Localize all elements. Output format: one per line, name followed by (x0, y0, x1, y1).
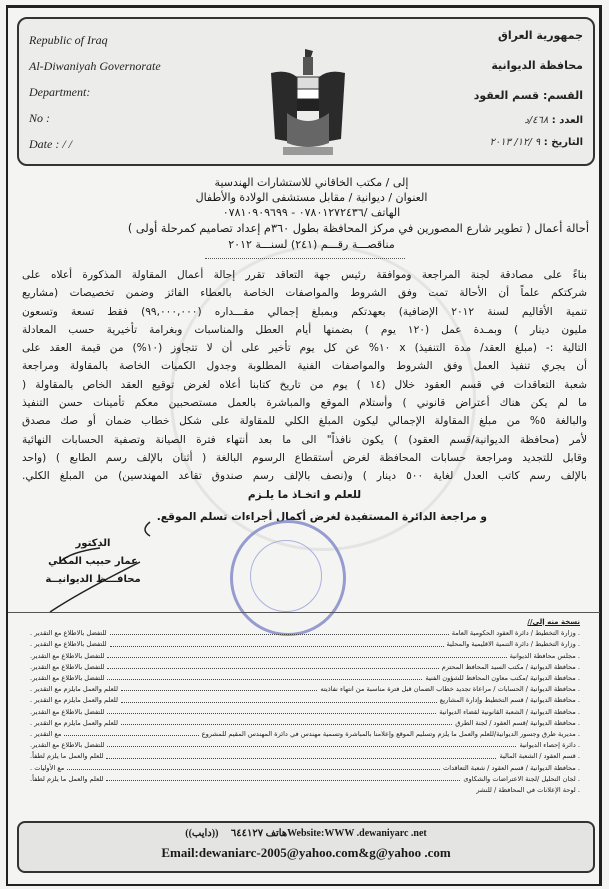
ar-department: القسم: قسم العقود (473, 89, 583, 102)
tender-number: مناقصـــة رقـــم (٢٤١) لسنـــة ٢٠١٢ (228, 238, 395, 251)
distribution-action: للتفضل بالاطلاع مع التقدير . (30, 629, 107, 638)
distribution-recipient: . لوحة الإعلانات في المحافظة / للنشر (476, 786, 580, 795)
distribution-action: للعلم والعمل مايلزم مع التقدير . (30, 696, 118, 705)
dotted-leader (67, 763, 440, 770)
distribution-list (30, 617, 580, 796)
body-line: بناءً على مصادقة لجنة المراجعة وموافقة رئيس جهة التعاقد تقرر إحالة أعمال المقاولة المذكورة أعلاه على (22, 269, 587, 281)
dotted-leader (106, 751, 496, 758)
ar-number (524, 115, 583, 126)
distribution-action: مع التقدير . (30, 730, 62, 739)
distribution-action: للتفضل بالاطلاع مع التقدير. (30, 651, 105, 660)
distribution-recipient: . محافظة الديوانية / قسم العقود / شعبة التعاقدات (443, 763, 580, 772)
site-note: و مراجعة الدائرة المستفيدة لغرض أكمال أجراءات تسلم الموقع. (156, 510, 487, 523)
body-line: شعبة التعاقدات في قسم العقود خلال (١٤ ) يوم من تاريخ كتابنا أعلاه لغرض توقيع العقد الخاص بالمقاولة ( (22, 378, 587, 391)
body-line: مليون دينار ) وبمـدة عمل (١٢٠ يوم ) بضمنها أيام العطل والمناسبات وبغرامة تأخيرية حسب المعادلة (22, 323, 587, 336)
distribution-recipient: . مديرية طرق وجسور الديوانية/للعلم والعمل ما يلزم وتسليم الموقع وإعلامنا بالمباشرة وتسمية مهندس في دائرة المهندس المقيم للمشروع (201, 730, 580, 739)
footer-phone: هاتف ٦٤٤١٢٧ (230, 828, 288, 839)
distribution-action: مع الأوليات . (30, 763, 65, 772)
distribution-item (30, 662, 580, 673)
section-divider (8, 612, 600, 613)
en-number: No : (29, 111, 50, 125)
distribution-recipient: . مجلس محافظة الديوانية (509, 651, 580, 660)
distribution-item (30, 673, 580, 684)
body-line: والبالغة ٥% من مبلغ المقاولة الإجمالي ليكون المبلغ الكلي للمقاولة على شكل خطاب ضمان أو صك مصدق (22, 415, 587, 428)
distribution-item (30, 718, 580, 729)
ar-governorate: محافظة الديوانية (491, 59, 583, 72)
distribution-item (30, 785, 580, 796)
date-value: ٩ /١٢/ ٢٠١٣ (489, 137, 541, 148)
body-line: تنمية الأقاليم لسنة ٢٠١٢ الإضافية) بعهدتكم وبمبلغ إجمالي مقـــداره (٩٩,٠٠٠,٠٠٠) فقط تسعة وتسعون (22, 305, 587, 318)
subject-underline (205, 258, 405, 259)
body-line: بالإلف رسم كاتب العدل لغاية ٥٠٠ دينار ) و(نصف بالإلف رسم صندوق تقاعد المهندسين) من المبلغ الكلي. (22, 470, 587, 483)
dotted-leader (107, 740, 516, 747)
subject-line: أحالة أعمال ( تطوير شارع المصورين في مركز المحافظة بطول ٣٦٠م إعداد تصاميم كمرحلة أولى ) (127, 222, 589, 235)
signatory-position: محافـــظ الديوانيــة (45, 574, 141, 585)
distribution-item (30, 729, 580, 740)
dotted-leader (107, 707, 436, 714)
body-line: شركتكم علماً أن الأحالة تمت وفق الشروط والمواصفات الخاصة بالعطاء الفائز وضمن تخصيصات (مشاريع (22, 287, 587, 300)
letterhead-footer (17, 821, 595, 873)
distribution-action: للعلم والعمل ما يلزم لطفاً. (30, 752, 104, 761)
dotted-leader (121, 718, 452, 725)
letterhead (17, 17, 595, 166)
signatory-name: عمار حبيب المكلي (48, 556, 138, 567)
body-line: وقابل للتجديد ومراجعة حسابات المحافظة لغرض أستقطاع الرسوم البالغة ( أثنان بالإلف رسم الطابع ) (واحد (22, 451, 587, 464)
distribution-recipient: . وزارة التخطيط / دائرة التنمية الاقليمية والمحلية (446, 640, 580, 649)
distribution-item (30, 628, 580, 639)
distribution-action: للعلم والعمل ما يلزم لطفاً. (30, 774, 104, 783)
en-department: Department: (29, 85, 91, 99)
distribution-item (30, 763, 580, 774)
recipient-phone: الهاتف /٠٧٨٠١٢٧٢٤٣٦ - ٠٧٨١٠٩٠٩٦٩٩ (222, 206, 401, 219)
letter-body (22, 266, 587, 526)
iraq-eagle-emblem-icon (267, 43, 349, 161)
signature-block (28, 535, 158, 589)
number-value: ٤٦٨/د (524, 115, 549, 126)
distribution-recipient: . محافظة الديوانية / مكتب السيد المحافظ المحترم (441, 662, 580, 671)
distribution-recipient: . لجان التحليل /لجنة الاعتراضات والشكاوى (463, 774, 580, 783)
dotted-leader (121, 695, 437, 702)
en-date: Date : / / (29, 137, 72, 151)
distribution-item (30, 707, 580, 718)
distribution-action: للتفضل بالاطلاع مع التقدير. (30, 674, 105, 683)
distribution-action: للعلم والعمل مايلزم مع التقدير . (30, 685, 118, 694)
distribution-item (30, 651, 580, 662)
body-line: التالية :- (مبلغ العقد/ مدة التنفيذ) x ١٠% عن كل يوم تأخير على أن لا تتجاوز (١٠%) من قيمة العقد على (22, 342, 587, 355)
distribution-action: للتفضل بالاطلاع مع التقدير. (30, 662, 105, 671)
closing-line: للعلم و اتخـاذ ما يلـزم (247, 488, 362, 501)
dotted-leader (106, 774, 460, 781)
distribution-recipient: . محافظة الديوانية / الحسابات / مراعاة تجديد خطاب الضمان قبل فترة مناسبة من انتهاء نفاذيته (320, 685, 580, 694)
distribution-recipient: . قسم العقود / الشعبة المالية (499, 752, 580, 761)
footer-website: ((دايب))Website:WWW .dewaniyarc .net (185, 828, 427, 839)
dotted-leader (107, 662, 438, 669)
distribution-recipient: . وزارة التخطيط / دائرة العقود الحكومية العامة (451, 629, 580, 638)
ar-date (490, 137, 583, 148)
recipient-name: إلى / مكتب الخاقاني للاستشارات الهندسية (214, 176, 409, 189)
distribution-action: للعلم والعمل مايلزم مع التقدير . (30, 718, 118, 727)
distribution-recipient: . محافظة الديوانية /قسم العقود / لجنة الطرق (455, 718, 580, 727)
dotted-leader (107, 673, 422, 680)
footer-email: Email:dewaniarc-2005@yahoo.com&g@yahoo .com (161, 845, 451, 860)
distribution-item (30, 695, 580, 706)
distribution-recipient: . محافظة الديوانية / الشعبة القانونية لقضاء الديوانية (439, 707, 580, 716)
date-label: التاريخ : (543, 137, 583, 148)
ar-country: جمهورية العراق (498, 29, 583, 42)
number-label: العدد : (551, 115, 583, 126)
signatory-title: الدكتور (75, 538, 111, 549)
distribution-recipient: . محافظة الديوانية / قسم التخطيط وإدارة المشاريع (439, 696, 580, 705)
recipient-address: العنوان / ديوانية / مقابل مستشفى الولادة والأطفال (195, 191, 428, 204)
body-line: أن يجري تنفيذ العمل وفق الشروط والمواصفات الفنية المطلوبة وجدول الكميات الخاصة بالمقاولة ومراجعة (22, 360, 587, 373)
distribution-title: نسخة منه إلى// (527, 618, 580, 626)
distribution-item (30, 751, 580, 762)
dotted-leader (121, 684, 317, 691)
dotted-leader (110, 628, 449, 635)
distribution-action: للتفضل بالاطلاع مع التقدير. (30, 707, 105, 716)
footer-contact (19, 828, 593, 839)
distribution-item (30, 639, 580, 650)
distribution-recipient: . محافظة الديوانية /مكتب معاون المحافظ للشؤون الفنية (425, 674, 580, 683)
en-governorate: Al-Diwaniyah Governorate (29, 59, 161, 73)
distribution-item (30, 684, 580, 695)
distribution-recipient: . دائرة إحصاء الديوانية (519, 741, 580, 750)
en-country: Republic of Iraq (29, 33, 108, 47)
dotted-leader (107, 651, 506, 658)
body-line: ما لم يكن هناك أعتراض قانوني ) وأستلام الموقع والمباشرة بالعمل مستصحبين معكم تأمينات حسن التنفيذ (22, 397, 587, 410)
dotted-leader (64, 729, 198, 736)
distribution-action: للتفضل بالاطلاع مع التقدير. (30, 741, 105, 750)
distribution-action: للتفضل بالاطلاع مع التقدير . (30, 640, 107, 649)
dotted-leader (110, 639, 444, 646)
distribution-item (30, 740, 580, 751)
body-line: لأمر (محافظة الديوانية/قسم العقود) ) يكون نافذاً" الى ما بعد أنتهاء فترة الصيانة وتصفية الحسابات النهائية (22, 433, 587, 446)
distribution-item (30, 774, 580, 785)
